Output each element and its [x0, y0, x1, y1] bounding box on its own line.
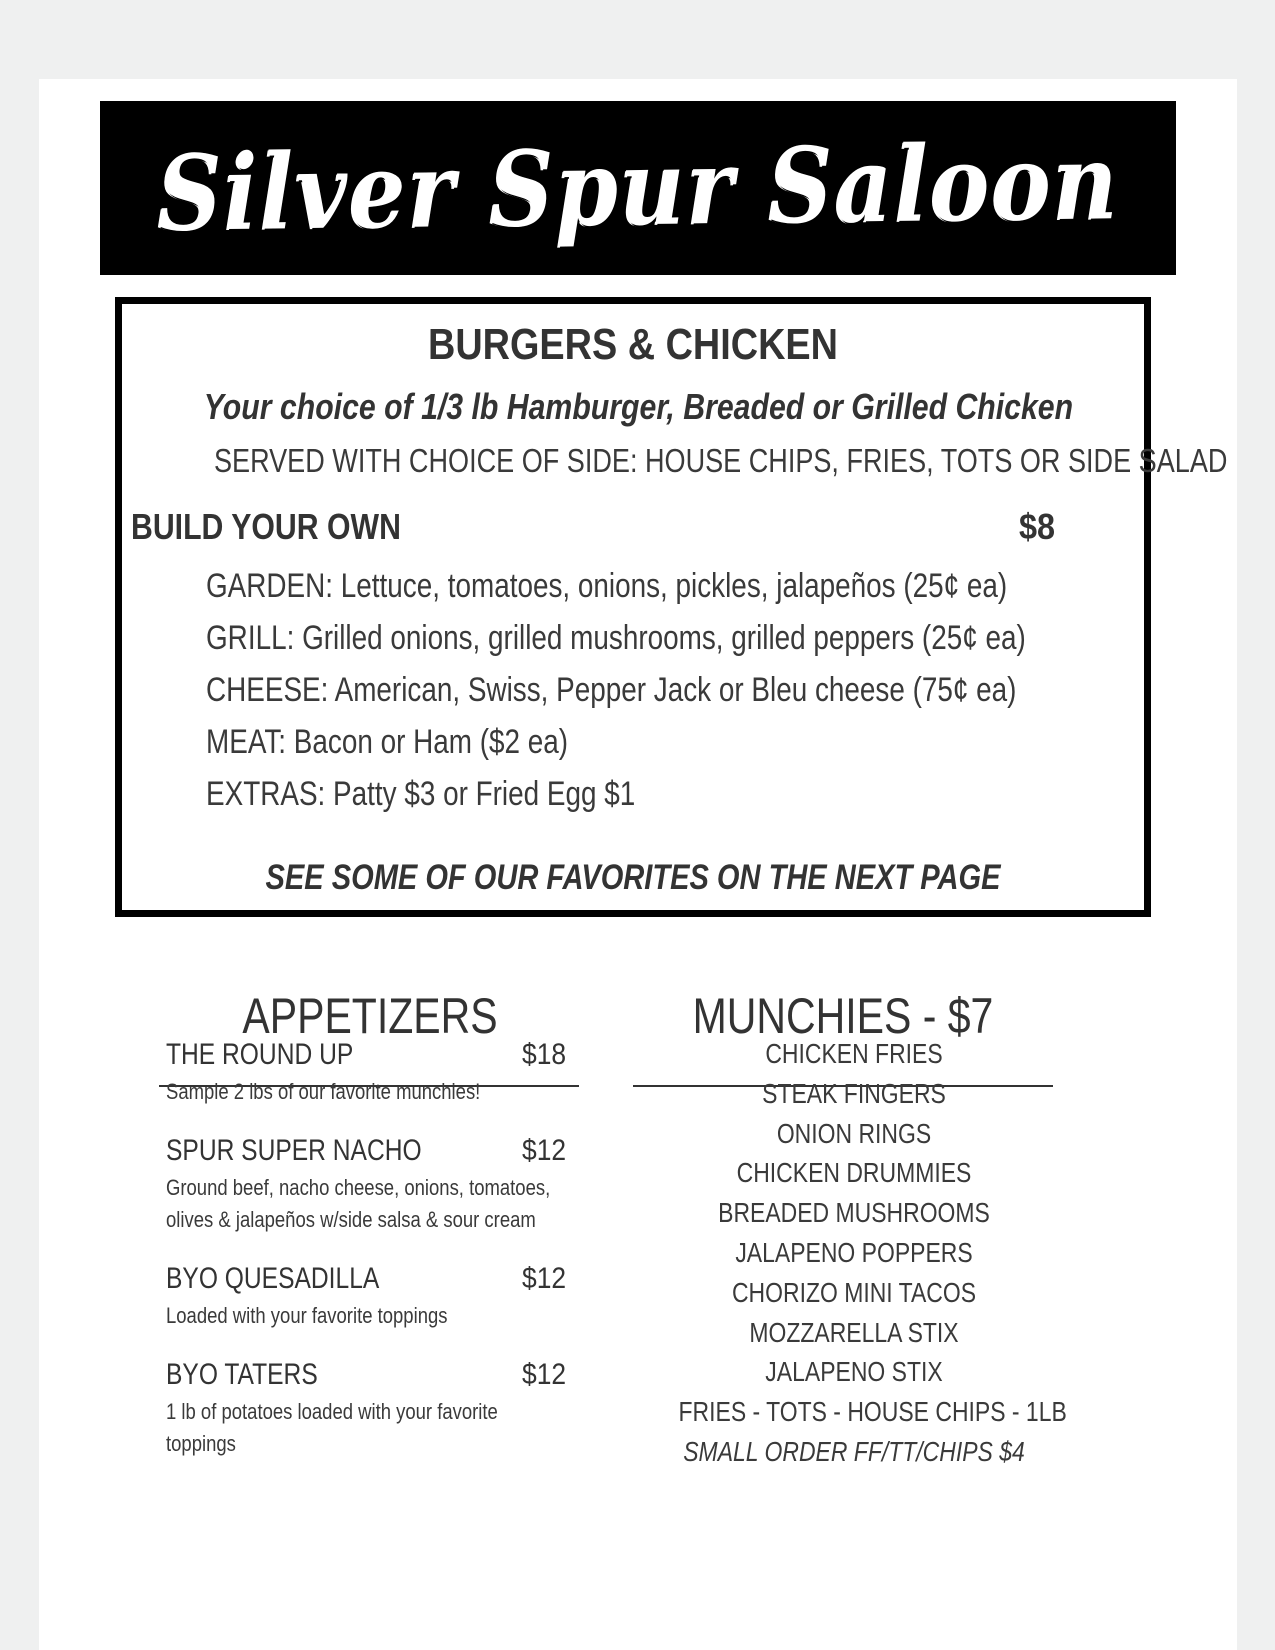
- appetizers-heading: APPETIZERS: [242, 988, 498, 1044]
- list-item: ONION RINGS: [776, 1117, 932, 1149]
- option-meat: MEAT: Bacon or Ham ($2 ea): [206, 723, 569, 761]
- topping-options-list: [206, 560, 1206, 820]
- appetizers-list: [166, 1034, 566, 1482]
- item-price: $12: [521, 1134, 566, 1167]
- item-name: THE ROUND UP: [166, 1038, 354, 1071]
- option-cheese: CHEESE: American, Swiss, Pepper Jack or Bleu cheese (75¢ ea): [206, 671, 1017, 709]
- option-garden: GARDEN: Lettuce, tomatoes, onions, pickles, jalapeños (25¢ ea): [206, 567, 1008, 605]
- list-item: CHICKEN DRUMMIES: [736, 1157, 972, 1189]
- section-title: BURGERS & CHICKEN: [428, 320, 838, 369]
- list-item: MOZZARELLA STIX: [749, 1316, 959, 1348]
- next-page-note: SEE SOME OF OUR FAVORITES ON THE NEXT PAGE: [265, 858, 1001, 897]
- munchies-list: [640, 1034, 1068, 1472]
- option-extras: EXTRAS: Patty $3 or Fried Egg $1: [206, 775, 636, 813]
- title-banner: [100, 101, 1176, 275]
- list-item: BREADED MUSHROOMS: [718, 1197, 990, 1229]
- list-item: [166, 1130, 566, 1236]
- item-name: BYO TATERS: [166, 1358, 318, 1391]
- list-item: FRIES - TOTS - HOUSE CHIPS - 1LB: [678, 1396, 1067, 1428]
- list-item: [166, 1034, 566, 1108]
- build-your-own-label: BUILD YOUR OWN: [131, 506, 401, 547]
- item-price: $12: [521, 1262, 566, 1295]
- list-item: CHORIZO MINI TACOS: [731, 1276, 977, 1308]
- item-price: $18: [521, 1038, 566, 1071]
- list-item: JALAPENO STIX: [765, 1356, 943, 1388]
- section-subtitle: Your choice of 1/3 lb Hamburger, Breaded or Grilled Chicken: [203, 386, 1074, 427]
- option-grill: GRILL: Grilled onions, grilled mushrooms, grilled peppers (25¢ ea): [206, 619, 1026, 657]
- item-description: Ground beef, nacho cheese, onions, tomatoes, olives & jalapeños w/side salsa & sour cream: [166, 1175, 551, 1232]
- small-order-note: SMALL ORDER FF/TT/CHIPS $4: [683, 1435, 1025, 1467]
- list-item: [166, 1258, 566, 1332]
- item-description: Loaded with your favorite toppings: [166, 1303, 448, 1328]
- item-description: Sample 2 lbs of our favorite munchies!: [166, 1079, 481, 1104]
- munchies-heading: MUNCHIES - $7: [692, 988, 994, 1044]
- build-your-own-row: [131, 506, 1055, 548]
- list-item: JALAPENO POPPERS: [735, 1236, 973, 1268]
- list-item: [166, 1354, 566, 1460]
- list-item: CHICKEN FRIES: [765, 1038, 943, 1069]
- item-name: BYO QUESADILLA: [166, 1262, 380, 1295]
- list-item: STEAK FINGERS: [762, 1077, 946, 1109]
- item-description: 1 lb of potatoes loaded with your favorite toppings: [166, 1399, 498, 1456]
- build-your-own-price: $8: [1018, 506, 1055, 547]
- item-price: $12: [521, 1358, 566, 1391]
- burgers-chicken-section: [115, 297, 1228, 917]
- restaurant-name: Silver Spur Saloon: [156, 120, 1120, 255]
- served-with-note: SERVED WITH CHOICE OF SIDE: HOUSE CHIPS, FRIES, TOTS OR SIDE SALAD: [213, 442, 1228, 479]
- item-name: SPUR SUPER NACHO: [166, 1134, 422, 1167]
